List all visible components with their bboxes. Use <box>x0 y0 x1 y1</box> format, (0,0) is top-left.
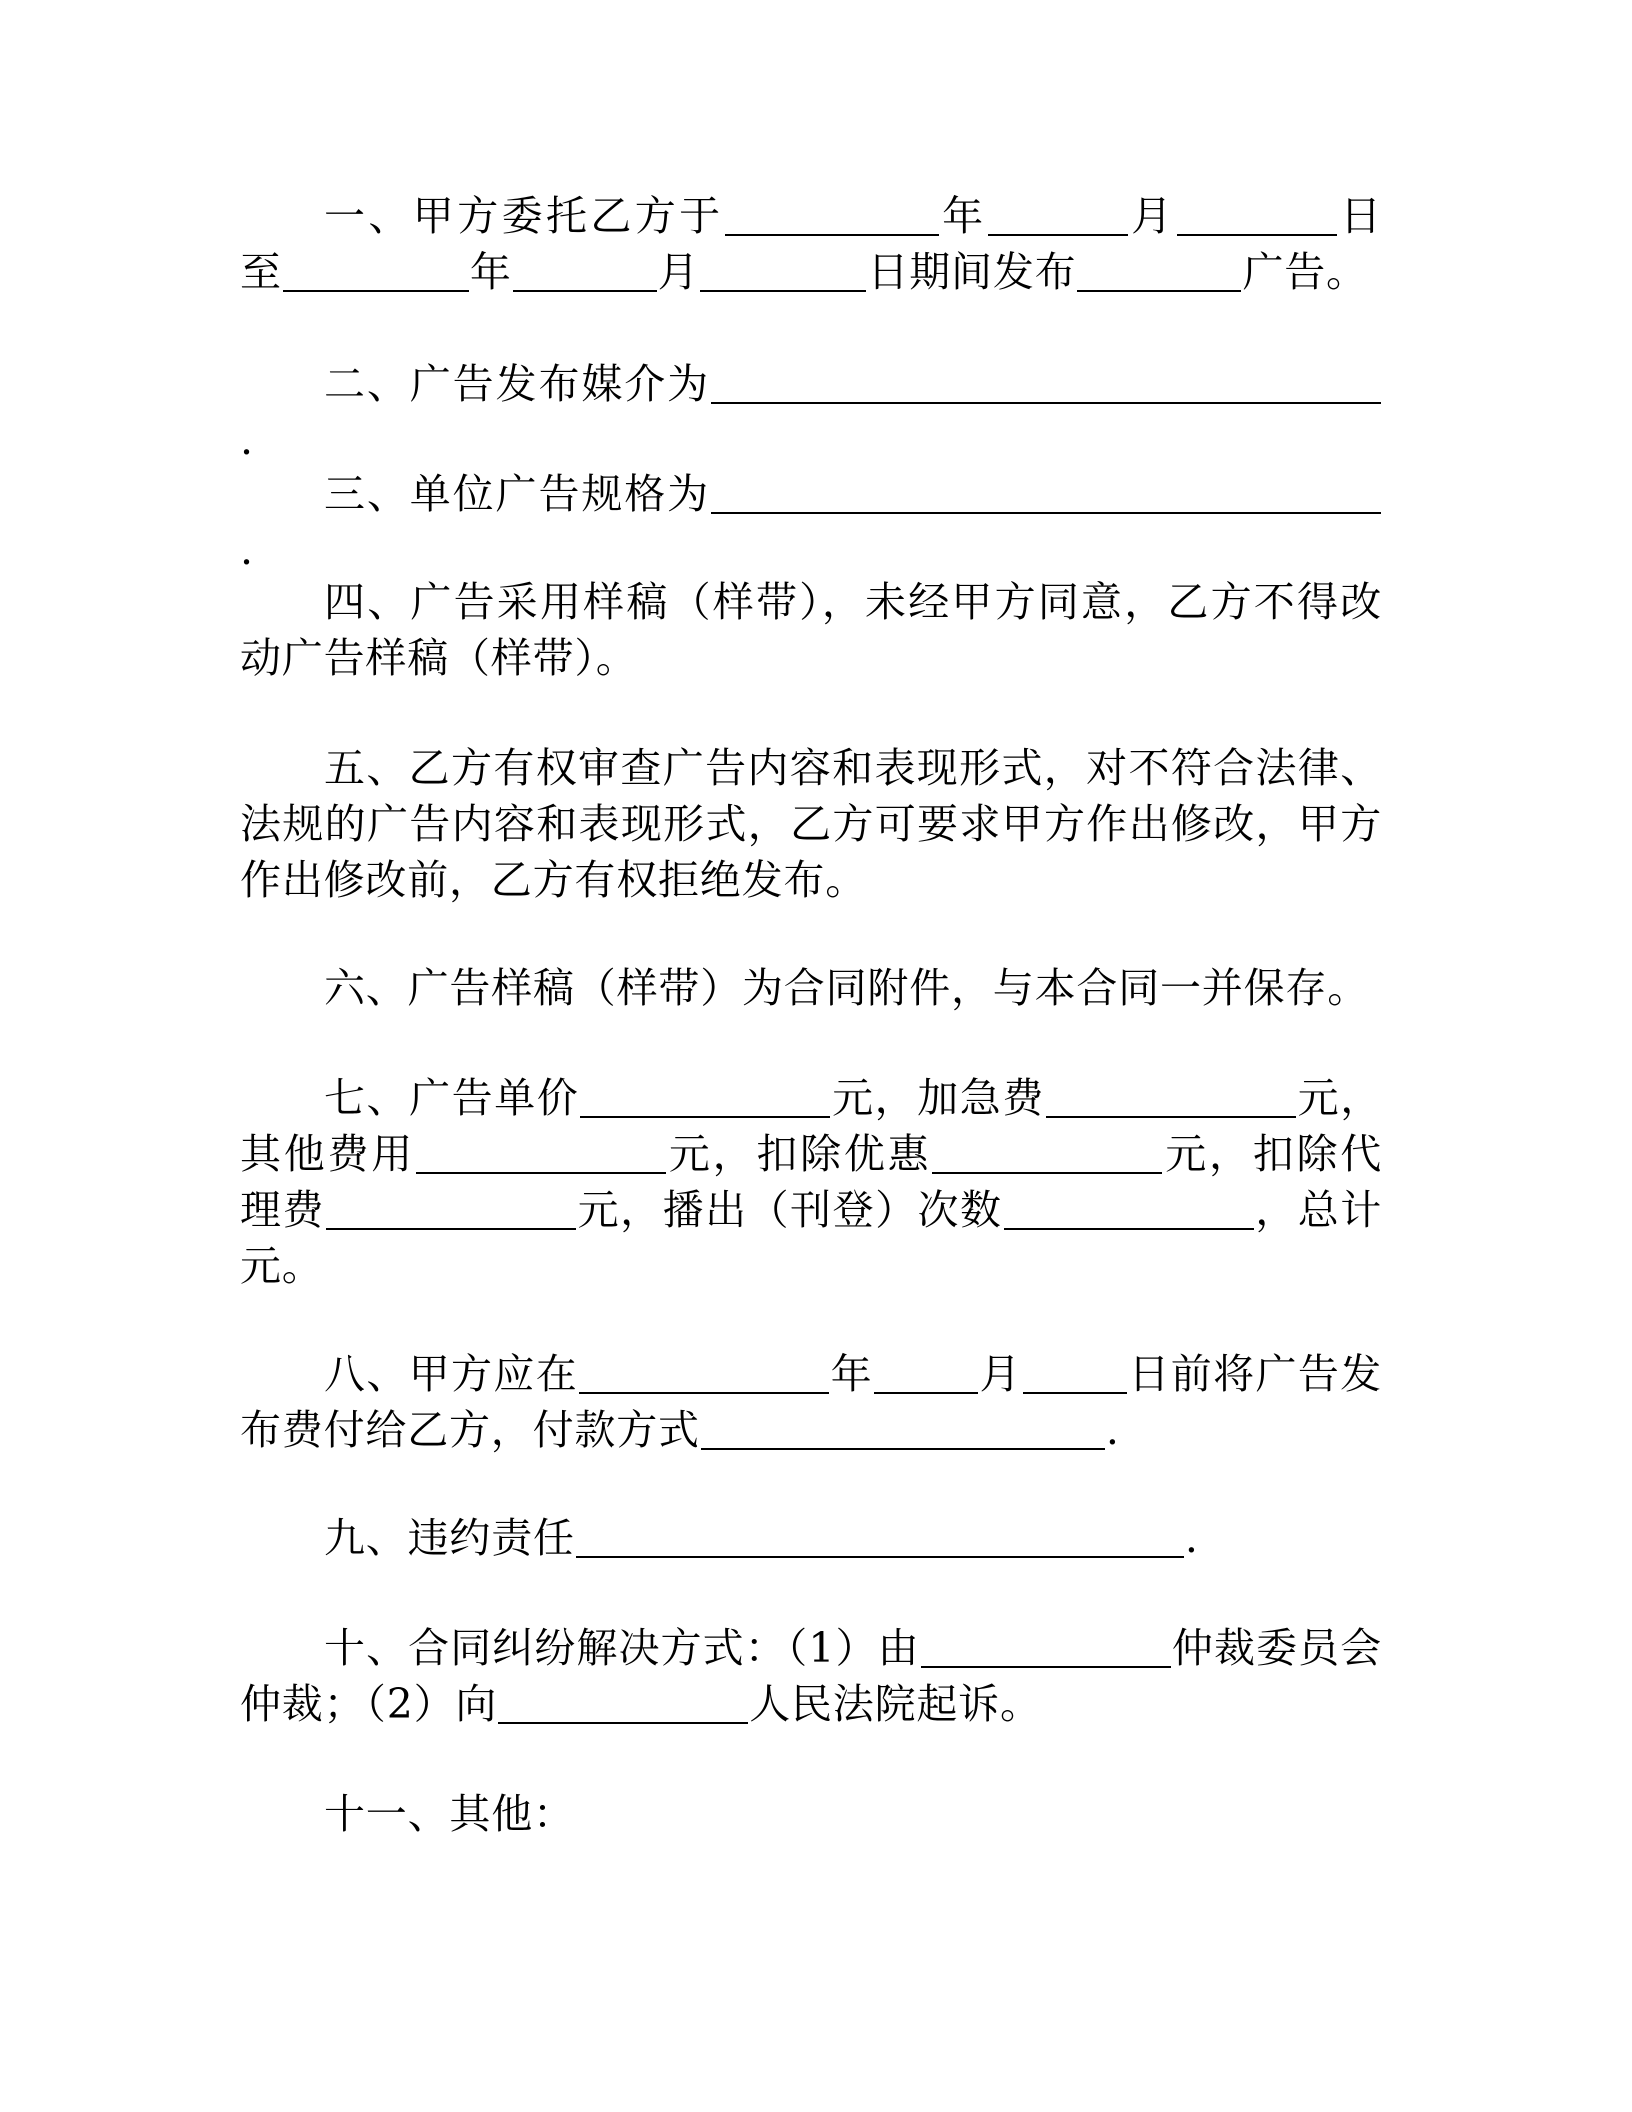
clause-1-blank-end-year[interactable] <box>283 250 469 292</box>
clause-9-blank-liability[interactable] <box>576 1516 1184 1558</box>
clause-7-text-e: 元，扣除代理费 <box>240 1130 1382 1234</box>
clause-1-text-g: 月 <box>657 248 700 296</box>
clause-7-text-b: 元，加急费 <box>831 1074 1045 1122</box>
clause-7-blank-other-fees[interactable] <box>416 1132 666 1174</box>
clause-1-blank-start-year[interactable] <box>725 194 939 236</box>
clause-8-text-b: 年 <box>830 1350 873 1398</box>
clause-10-blank-court[interactable] <box>498 1682 748 1724</box>
clause-8-blank-year[interactable] <box>579 1352 829 1394</box>
clause-8-text-d: 日前将广告发布费付给乙方，付款方式 <box>240 1350 1382 1454</box>
clause-4: 四、广告采用样稿（样带），未经甲方同意，乙方不得改动广告样稿（样带）。 <box>240 578 1382 682</box>
clause-1-text-a: 一、甲方委托乙方于 <box>324 192 724 240</box>
clause-9-text-a: 九、违约责任 <box>324 1514 575 1562</box>
clause-7-text-c: 元，其他费用 <box>240 1074 1383 1178</box>
clause-7 <box>240 1070 1382 1294</box>
clause-6: 六、广告样稿（样带）为合同附件，与本合同一并保存。 <box>324 964 1369 1012</box>
clause-2-blank-media[interactable] <box>711 362 1381 404</box>
clause-10-text-a: 十、合同纠纷解决方式：（1）由 <box>324 1624 920 1672</box>
clause-1-text-c: 月 <box>1128 192 1176 240</box>
clause-8-text-a: 八、甲方应在 <box>324 1350 579 1398</box>
clause-7-text-a: 七、广告单价 <box>324 1074 580 1122</box>
clause-8-blank-day[interactable] <box>1023 1352 1127 1394</box>
clause-1-text-f: 年 <box>469 248 512 296</box>
clause-2-text-a: 二、广告发布媒介为 <box>324 360 710 408</box>
clause-1-blank-end-month[interactable] <box>513 250 657 292</box>
clause-7-blank-discount[interactable] <box>932 1132 1162 1174</box>
clause-10-blank-arbitration[interactable] <box>921 1626 1171 1668</box>
clause-8-text-e: . <box>1105 1406 1120 1454</box>
clause-1-text-h: 日期间发布 <box>867 248 1077 296</box>
clause-1 <box>240 188 1382 300</box>
clause-1-text-b: 年 <box>939 192 987 240</box>
clause-7-text-g: ，总计元。 <box>240 1186 1383 1290</box>
clause-1-text-d: 日 <box>1337 192 1382 240</box>
clause-1-blank-start-day[interactable] <box>1177 194 1337 236</box>
clause-9-text-b: . <box>1184 1514 1199 1562</box>
clause-2 <box>240 356 1382 468</box>
clause-3-text-b: . <box>240 526 254 574</box>
clause-11: 十一、其他： <box>324 1790 575 1838</box>
clause-1-text-e: 至 <box>240 248 282 296</box>
clause-1-blank-start-month[interactable] <box>988 194 1128 236</box>
clause-1-text-i: 广告。 <box>1242 248 1368 296</box>
clause-8-blank-payment-method[interactable] <box>701 1408 1105 1450</box>
clause-7-text-f: 元，播出（刊登）次数 <box>576 1186 1003 1234</box>
clause-5: 五、乙方有权审查广告内容和表现形式，对不符合法律、法规的广告内容和表现形式，乙方可要求甲方作出修改，甲方作出修改前，乙方有权拒绝发布。 <box>240 744 1382 904</box>
clause-7-blank-unit-price[interactable] <box>580 1076 830 1118</box>
clause-7-blank-broadcast-count[interactable] <box>1004 1188 1254 1230</box>
clause-9 <box>240 1510 1382 1566</box>
clause-3-text-a: 三、单位广告规格为 <box>324 470 710 518</box>
clause-10-text-c: 人民法院起诉。 <box>749 1680 1042 1728</box>
clause-7-text-d: 元，扣除优惠 <box>666 1130 932 1178</box>
clause-3-blank-spec[interactable] <box>711 472 1381 514</box>
clause-10-text-b: 仲裁委员会仲裁；（2）向 <box>240 1624 1382 1728</box>
clause-7-blank-agency-fee[interactable] <box>326 1188 576 1230</box>
clause-8 <box>240 1346 1382 1458</box>
clause-3 <box>240 466 1382 578</box>
clause-8-text-c: 月 <box>979 1350 1022 1398</box>
clause-2-text-b: . <box>240 416 254 464</box>
clause-8-blank-month[interactable] <box>874 1352 978 1394</box>
clause-1-blank-end-day[interactable] <box>700 250 866 292</box>
clause-1-blank-ad-name[interactable] <box>1077 250 1241 292</box>
clause-7-blank-rush-fee[interactable] <box>1046 1076 1296 1118</box>
clause-10 <box>240 1620 1382 1732</box>
